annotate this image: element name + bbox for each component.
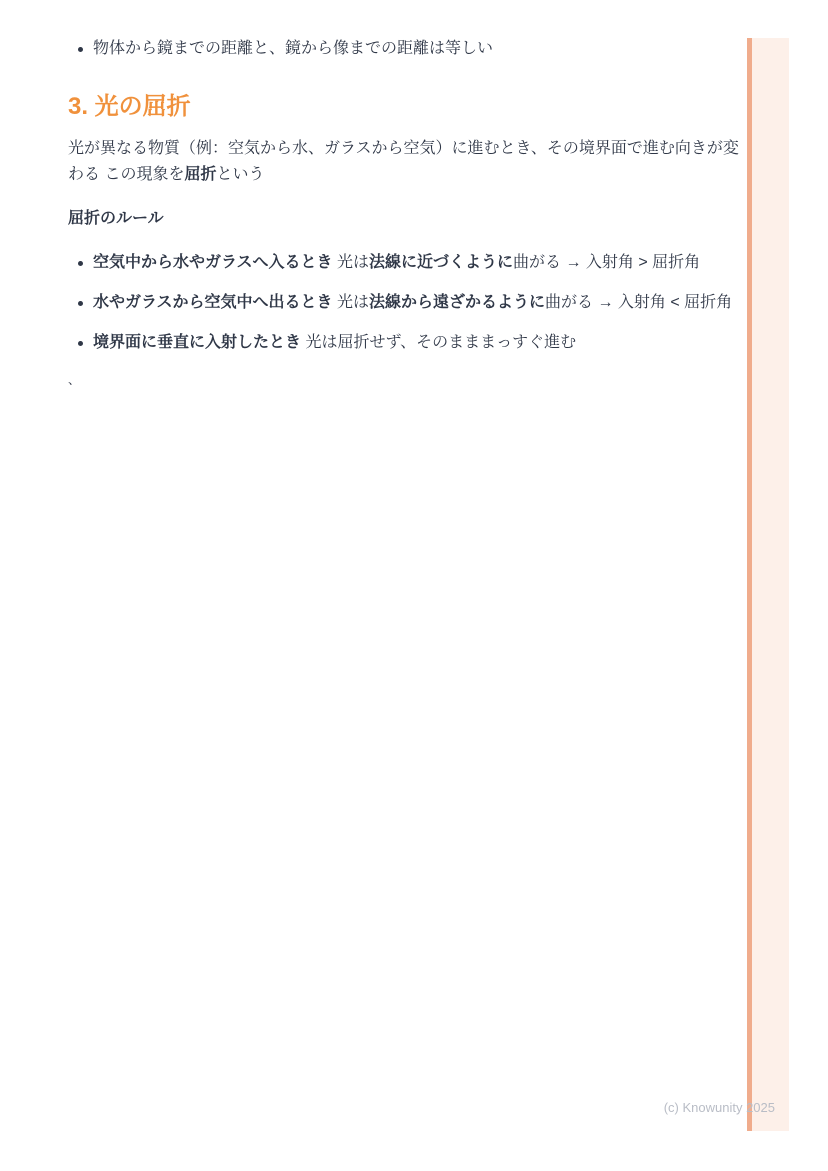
list-item-text: 水やガラスから空気中へ出るとき 光は法線から遠ざかるように曲がる → 入射角 < 屈折角 <box>93 294 733 311</box>
refraction-paragraph: 光が異なる物質（例：空気から水、ガラスから空気）に進むとき、その境界面で進む向きが変わる この現象を屈折という <box>68 140 739 183</box>
list-item <box>68 36 740 62</box>
list-item-text: 空気中から水やガラスへ入るとき 光は法線に近づくように曲がる → 入射角 > 屈折角 <box>93 254 701 271</box>
section-heading: 3. 光の屈折 <box>68 93 191 120</box>
stray-comma-mark: 、 <box>68 373 81 387</box>
page-margin-stripe <box>747 38 789 1131</box>
list-item-text: 境界面に垂直に入射したとき 光は屈折せず、そのまままっすぐ進む <box>93 334 577 351</box>
page-content <box>68 36 740 388</box>
list-item <box>68 250 740 276</box>
list-item <box>68 290 740 316</box>
refraction-rules-list <box>68 250 740 356</box>
list-item <box>68 330 740 356</box>
rules-subheading: 屈折のルール <box>68 210 164 227</box>
copyright-footer: (c) Knowunity 2025 <box>663 1100 775 1115</box>
list-item-text: 物体から鏡までの距離と、鏡から像までの距離は等しい <box>93 40 494 57</box>
mirror-distance-list <box>68 36 740 62</box>
